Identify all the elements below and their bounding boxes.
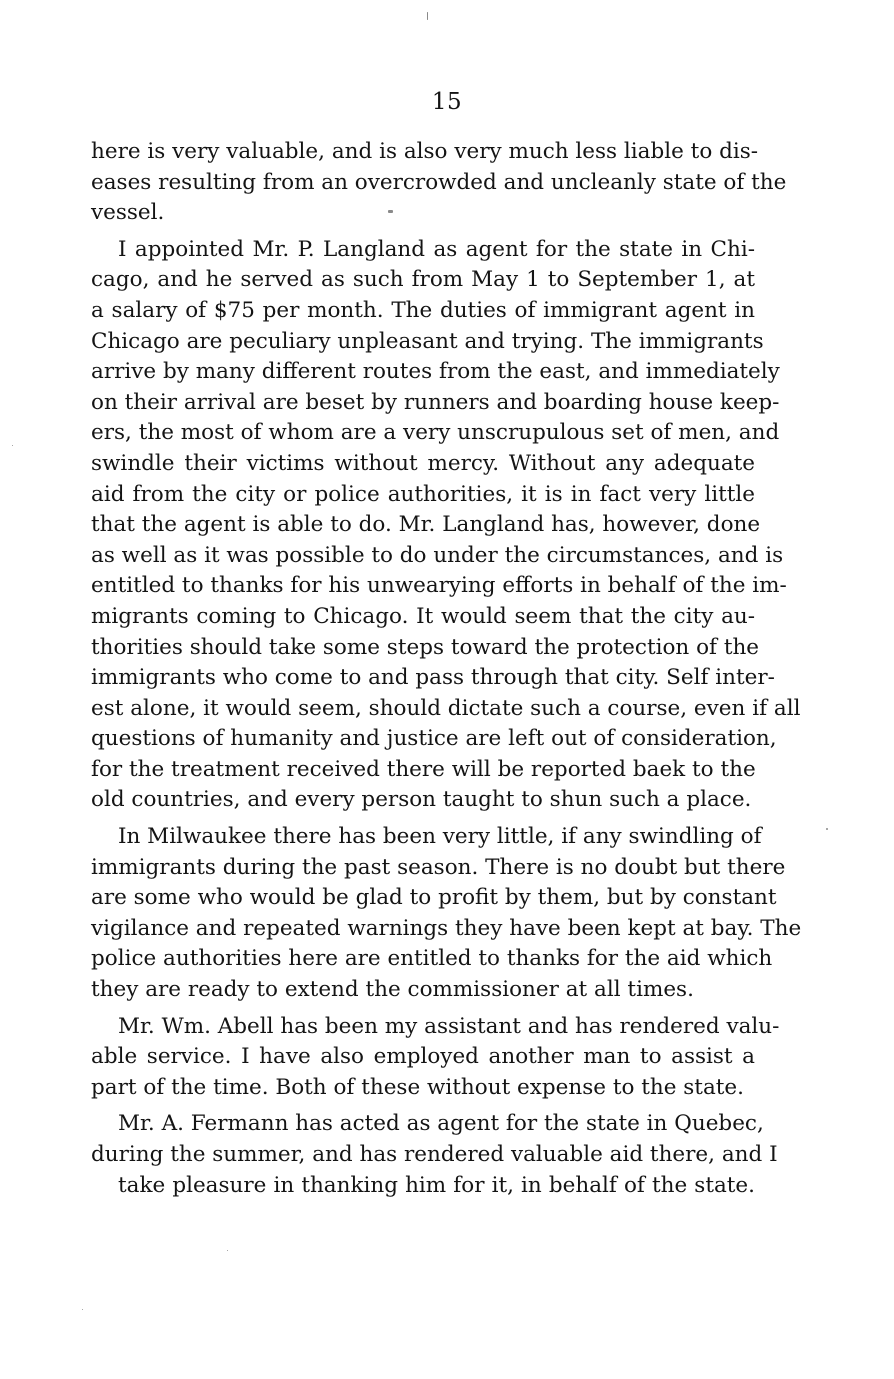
text-line: part of the time. Both of these without expense to the state. [91, 1074, 744, 1100]
text-line: swindle their victims without mercy. Without any adequate [91, 450, 755, 476]
scan-speck [82, 1309, 83, 1310]
text-line: eases resulting from an overcrowded and uncleanly state of the [91, 169, 787, 195]
paragraph-first-line: I appointed Mr. P. Langland as agent for the state in Chi- [118, 236, 755, 262]
scan-speck [427, 12, 428, 20]
scan-speck [388, 210, 393, 213]
text-line: able service. I have also employed another man to assist a [91, 1044, 755, 1070]
text-line: cago, and he served as such from May 1 to September 1, at [91, 267, 755, 293]
text-line: here is very valuable, and is also very much less liable to dis- [91, 139, 759, 164]
page-number: 15 [431, 89, 463, 115]
text-line: arrive by many different routes from the east, and immediately [91, 359, 780, 385]
paragraph-first-line: Mr. Wm. Abell has been my assistant and has rendered valu- [118, 1013, 780, 1039]
text-line: during the summer, and has rendered valuable aid there, and I [91, 1142, 778, 1167]
text-line: as well as it was possible to do under the circumstances, and is [91, 542, 784, 568]
scan-speck [826, 828, 828, 830]
text-line: est alone, it would seem, should dictate such a course, even if all [91, 695, 801, 721]
text-line: questions of humanity and justice are left out of consideration, [91, 726, 777, 752]
text-line: aid from the city or police authorities, it is in fact very little [91, 481, 755, 507]
text-line: ers, the most of whom are a very unscrupulous set of men, and [91, 420, 780, 446]
text-line: immigrants who come to and pass through that city. Self inter- [91, 665, 775, 691]
text-line: immigrants during the past season. There is no doubt but there [91, 854, 786, 880]
text-line: vessel. [91, 200, 165, 226]
body-text [91, 137, 802, 1201]
text-line: entitled to thanks for his unwearying efforts in behalf of the im- [91, 573, 787, 599]
text-line: that the agent is able to do. Mr. Langland has, however, done [91, 512, 761, 538]
text-line: thorities should take some steps toward the protection of the [91, 634, 760, 660]
text-line: on their arrival are beset by runners and boarding house keep- [91, 389, 780, 415]
text-line: vigilance and repeated warnings they have been kept at bay. The [91, 915, 802, 941]
text-line: are some who would be glad to profit by them, but by constant [91, 885, 777, 911]
paragraph-first-line: In Milwaukee there has been very little, if any swindling of [118, 824, 762, 850]
text-line: a salary of $75 per month. The duties of immigrant agent in [91, 297, 755, 323]
scan-speck [227, 1250, 228, 1251]
text-line: police authorities here are entitled to thanks for the aid which [91, 946, 773, 972]
scan-speck [12, 445, 13, 446]
text-line: they are ready to extend the commissioner at all times. [91, 977, 694, 1003]
text-line: migrants coming to Chicago. It would seem that the city au- [91, 603, 755, 629]
text-line: old countries, and every person taught to shun such a place. [91, 787, 752, 813]
text-line: for the treatment received there will be reported baek to the [91, 756, 756, 782]
text-line: take pleasure in thanking him for it, in behalf of the state. [118, 1172, 755, 1198]
paragraph-first-line: Mr. A. Fermann has acted as agent for the state in Quebec, [118, 1111, 764, 1137]
text-line: Chicago are peculiary unpleasant and trying. The immigrants [91, 328, 764, 354]
